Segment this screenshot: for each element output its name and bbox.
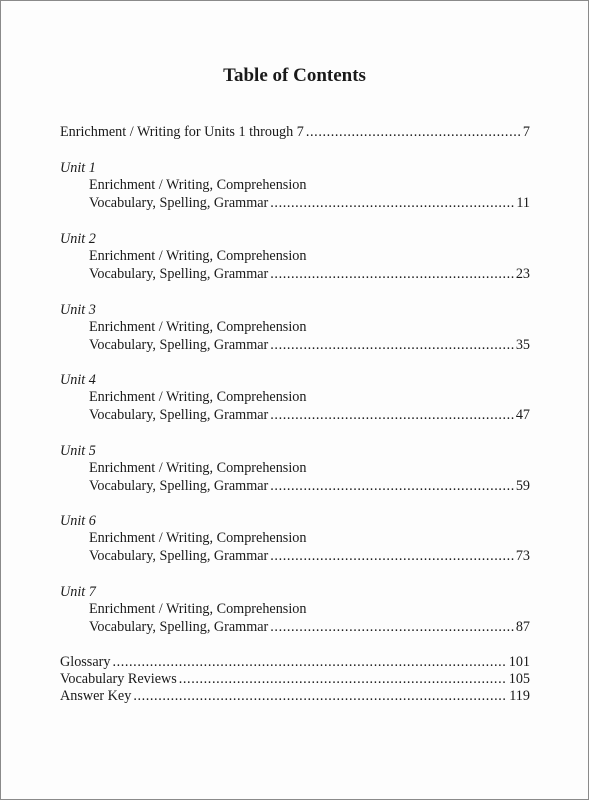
toc-entry-label: Answer Key [60,688,132,704]
dot-leader [270,407,514,424]
toc-entry-label: Vocabulary Reviews [60,671,177,687]
unit-heading: Unit 7 [60,584,96,600]
unit-entry [89,407,530,424]
unit-entry [89,548,530,565]
toc-entry-page: 7 [522,124,530,140]
toc-entry-vocabulary-reviews [60,671,530,688]
unit-subtopics: Enrichment / Writing, Comprehension [89,389,307,405]
unit-entry [89,337,530,354]
toc-entry-glossary [60,654,530,671]
toc-entry-label: Vocabulary, Spelling, Grammar [89,266,269,282]
unit-subtopics: Enrichment / Writing, Comprehension [89,601,307,617]
dot-leader [270,619,514,636]
toc-entry-page: 87 [515,619,530,635]
dot-leader [112,654,506,671]
toc-entry-label: Vocabulary, Spelling, Grammar [89,195,269,211]
dot-leader [270,478,514,495]
toc-entry-page: 73 [515,548,530,564]
unit-subtopics: Enrichment / Writing, Comprehension [89,248,307,264]
unit-subtopics: Enrichment / Writing, Comprehension [89,460,307,476]
unit-subtopics: Enrichment / Writing, Comprehension [89,177,307,193]
unit-entry [89,478,530,495]
unit-entry [89,619,530,636]
unit-entry [89,266,530,283]
dot-leader [270,548,514,565]
dot-leader [270,266,514,283]
unit-subtopics: Enrichment / Writing, Comprehension [89,319,307,335]
dot-leader [270,195,514,212]
unit-entry [89,195,530,212]
toc-entry-label: Vocabulary, Spelling, Grammar [89,407,269,423]
toc-entry-page: 23 [515,266,530,282]
dot-leader [270,337,514,354]
dot-leader [133,688,507,705]
toc-entry-page: 11 [516,195,530,211]
toc-entry-page: 47 [515,407,530,423]
dot-leader [179,671,507,688]
unit-heading: Unit 1 [60,160,96,176]
unit-heading: Unit 2 [60,231,96,247]
toc-entry-label: Glossary [60,654,111,670]
toc-entry-page: 119 [509,688,530,704]
toc-entry-label: Vocabulary, Spelling, Grammar [89,478,269,494]
dot-leader [306,124,521,141]
toc-entry-intro [60,124,530,141]
toc-entry-page: 101 [508,654,530,670]
toc-entry-label: Vocabulary, Spelling, Grammar [89,337,269,353]
toc-entry-page: 105 [508,671,530,687]
unit-heading: Unit 5 [60,443,96,459]
toc-entry-label: Vocabulary, Spelling, Grammar [89,548,269,564]
unit-heading: Unit 3 [60,302,96,318]
toc-entry-page: 35 [515,337,530,353]
toc-entry-answer-key [60,688,530,705]
unit-heading: Unit 4 [60,372,96,388]
unit-heading: Unit 6 [60,513,96,529]
toc-entry-page: 59 [515,478,530,494]
unit-subtopics: Enrichment / Writing, Comprehension [89,530,307,546]
toc-entry-label: Enrichment / Writing for Units 1 through 7 [60,124,304,140]
toc-entry-label: Vocabulary, Spelling, Grammar [89,619,269,635]
page-title: Table of Contents [223,65,366,86]
